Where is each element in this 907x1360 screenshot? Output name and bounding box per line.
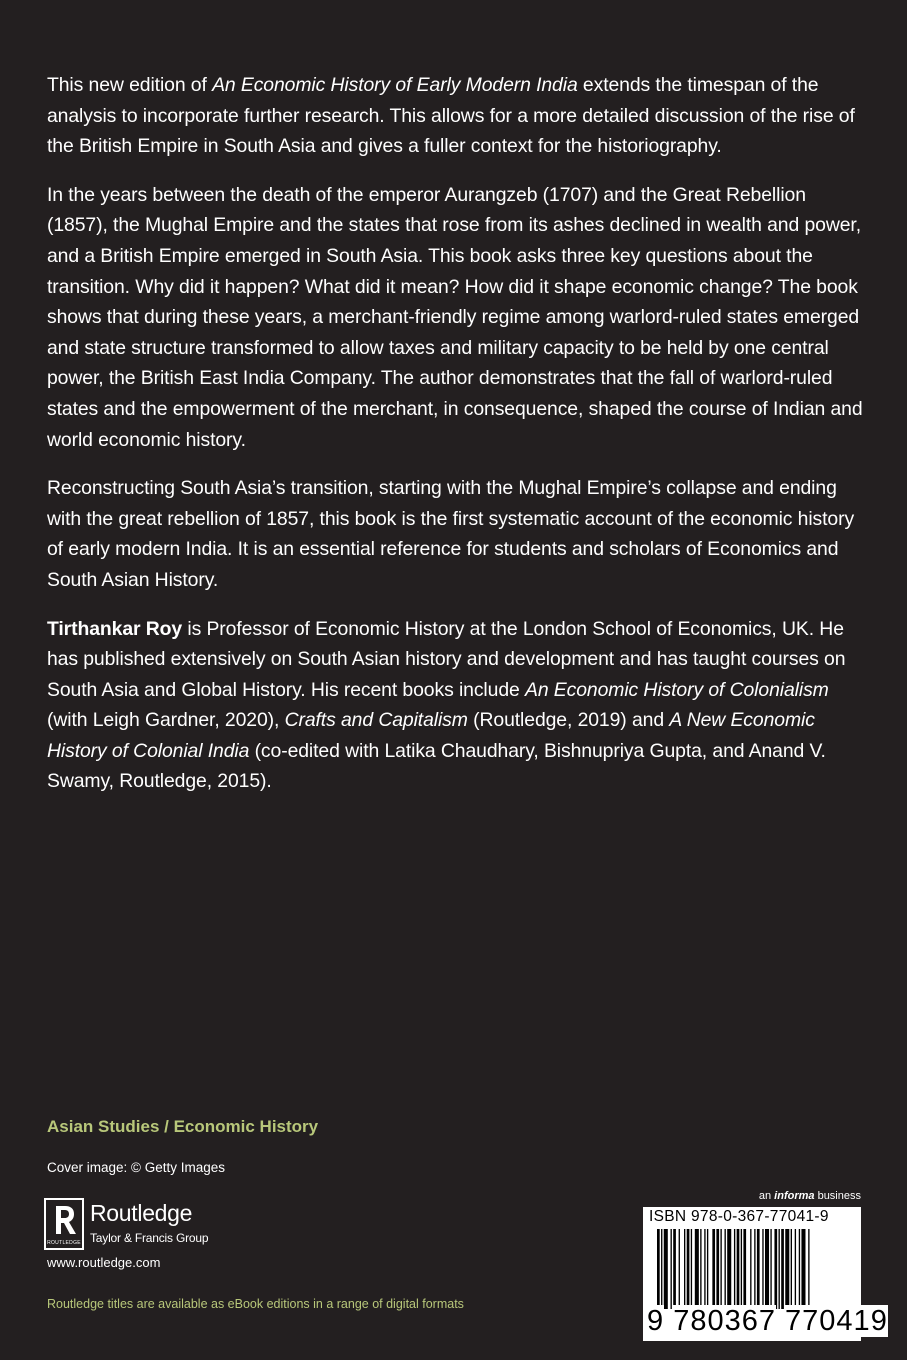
bio-text: (Routledge, 2019) and [467,709,670,732]
author-name: Tirthankar Roy [47,617,183,640]
barcode-bar [779,1229,780,1309]
barcode-bar [725,1229,726,1309]
barcode-bar [691,1229,692,1309]
informa-business-tag [745,1190,861,1202]
barcode-bar [757,1229,760,1309]
back-cover-text [47,70,867,815]
barcode-bar [716,1229,719,1309]
informa-post: business [814,1190,861,1202]
barcode-bar [684,1229,685,1309]
routledge-r-icon [44,1198,84,1250]
isbn-barcode [643,1207,888,1341]
barcode-bar [687,1229,690,1309]
barcode-bar [661,1229,662,1309]
author-bio [47,614,867,798]
barcode-bar [799,1229,800,1309]
barcode-bar [664,1229,668,1309]
barcode-digit-lead: 9 [647,1305,665,1337]
bio-text: is Professor of Economic History at the London School of Economics, UK. He has published extensively on South Asian history and development and has taught courses on South Asia and Global History. His recent books include [47,617,846,701]
barcode-bar [762,1229,763,1309]
routledge-logo [44,1198,244,1254]
barcode-digit-group-1: 780367 [673,1305,776,1337]
bio-text: (with Leigh Gardner, 2020), [47,709,285,732]
barcode-bar [765,1229,769,1309]
barcode-bar [774,1229,777,1309]
barcode-bar [791,1229,792,1309]
barcode-digits [647,1305,888,1338]
barcode-bar [712,1229,715,1309]
barcode-bar [781,1229,784,1309]
barcode-bar [795,1229,796,1309]
barcode-bar [700,1229,701,1309]
publisher-website[interactable]: www.routledge.com [47,1255,161,1270]
barcode-bar [720,1229,721,1309]
book-title: An Economic History of Early Modern India [212,74,578,96]
barcode-bar [671,1229,672,1309]
paragraph-text: This new edition of [47,74,213,96]
publisher-group: Taylor & Francis Group [90,1231,209,1245]
paragraph-text: extends the timespan of the analysis to incorporate further research. This allows for a more detailed discussion of the rise of the British Empire in South Asia and gives a fuller context for the historiography. [47,74,855,158]
barcode-bar [743,1229,746,1309]
description-paragraph-3: Reconstructing South Asia’s transition, starting with the Mughal Empire’s collapse and ending with the great rebellion of 1857, this book is the first systematic account of the economic history of early modern India. It is an essential reference for students and scholars of Economics and South Asian History. [47,477,855,591]
barcode-bar [679,1229,680,1309]
barcode-bar [754,1229,755,1309]
isbn-label: ISBN 978-0-367-77041-9 [649,1208,829,1225]
book-title: A New Economic History of Colonial India [47,709,815,762]
informa-brand: informa [774,1190,815,1202]
subject-category: Asian Studies / Economic History [47,1117,319,1136]
informa-pre: an [758,1190,775,1202]
book-title: An Economic History of Colonialism [524,678,829,701]
description-paragraph-2: In the years between the death of the emperor Aurangzeb (1707) and the Great Rebellion (1857), the Mughal Empire and the states that rose from its ashes declined in wealth and power, and a British Empire emerged in South Asia. This book asks three key questions about the transition. Why did it happen? What did it mean? How did it shape economic change? The book shows that during these years, a merchant-friendly regime among warlord-ruled states emerged and state structure transformed to allow taxes and military capacity to be held by one central power, the British East India Company. The author demonstrates that the fall of warlord-ruled states and the empowerment of the merchant, in consequence, shaped the course of Indian and world economic history. [47,183,863,451]
barcode-bar [785,1229,789,1309]
barcode-bar [695,1229,699,1309]
book-title: Crafts and Capitalism [284,709,468,732]
barcode-bar [741,1229,742,1309]
barcode-bar [770,1229,771,1309]
barcode-bar [727,1229,731,1309]
barcode-bars [657,1229,853,1309]
cover-image-credit: Cover image: © Getty Images [47,1160,226,1175]
barcode-bar [657,1229,660,1309]
barcode-bar [704,1229,705,1309]
barcode-bar [750,1229,751,1309]
bio-text: (co-edited with Latika Chaudhary, Bishnupriya Gupta, and Anand V. Swamy, Routledge, 2015). [47,739,826,793]
logo-letters: ROUTLEDGE [47,1240,81,1246]
barcode-digit-group-2: 770419 [785,1305,888,1337]
description-paragraph-1 [47,70,867,162]
barcode-bar [737,1229,740,1309]
barcode-bar [808,1229,809,1309]
ebook-availability-note: Routledge titles are available as eBook editions in a range of digital formats [47,1297,464,1311]
barcode-bar [734,1229,735,1309]
barcode-bar [801,1229,805,1309]
barcode-bar [707,1229,708,1309]
barcode-bar [673,1229,676,1309]
publisher-name: Routledge [90,1200,193,1226]
